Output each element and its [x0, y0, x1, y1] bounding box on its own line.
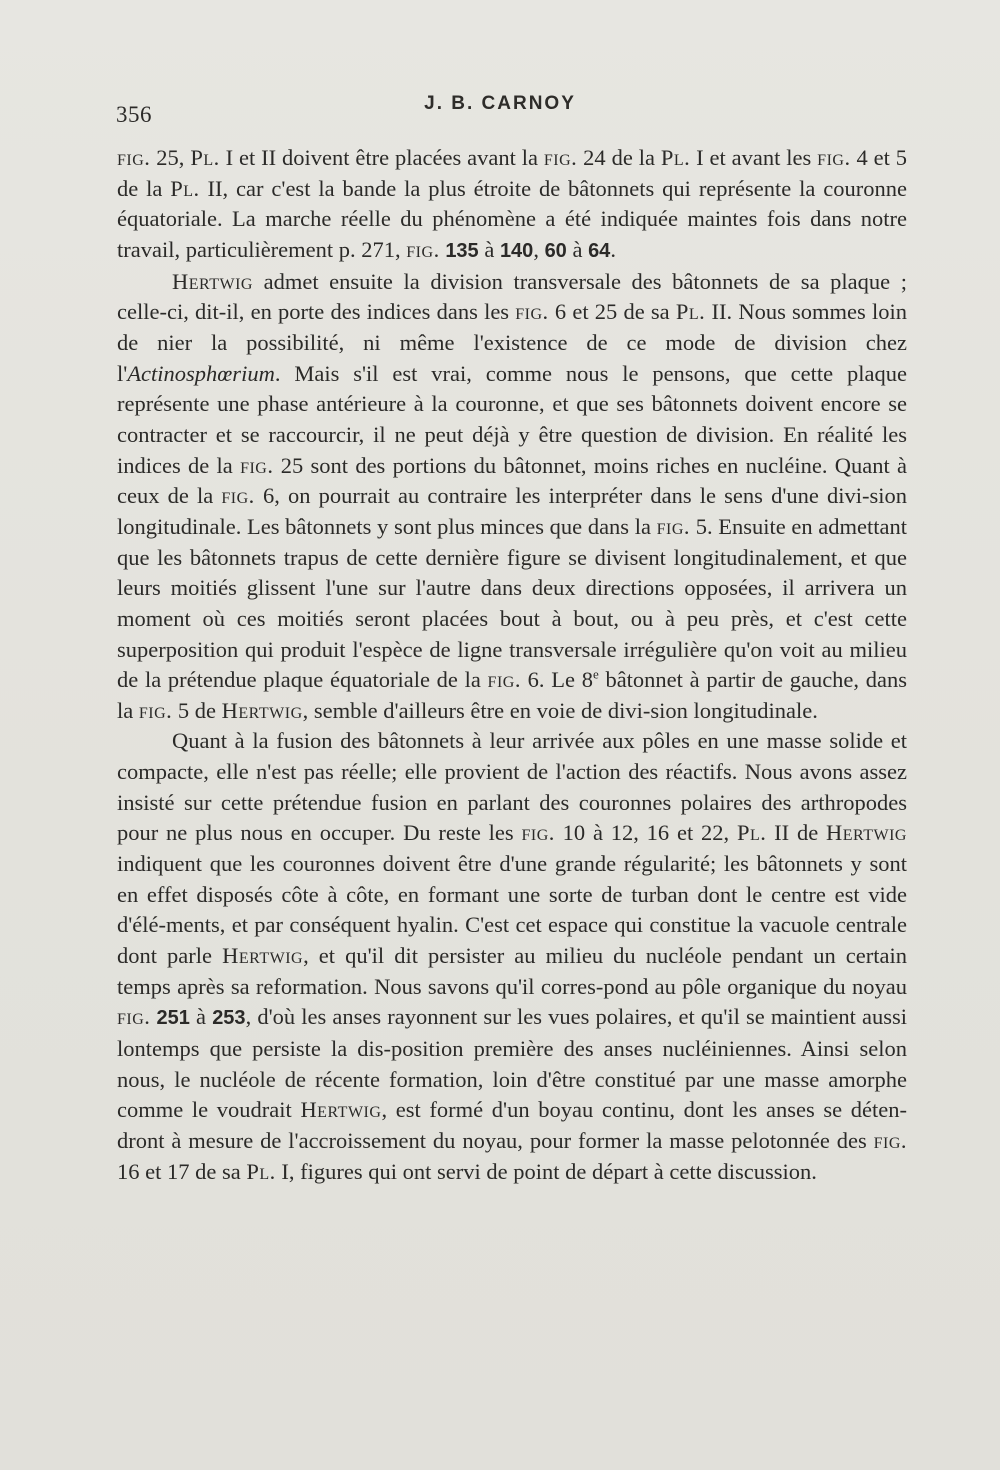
italic-run: Actinosphœrium [127, 360, 275, 386]
text-run: à [189, 1004, 213, 1030]
small-caps-run: fig. [873, 1128, 907, 1153]
text-run: , et qu'il dit persister au milieu du nucléole pendant un certain temps après sa reformation. Nous savons qu'il corres-pond au pôle organique du noyau [117, 943, 908, 999]
text-run: à [566, 236, 589, 262]
body-text [117, 143, 907, 1187]
bold-number: 135 [445, 239, 479, 262]
text-run: II de [766, 820, 826, 846]
paragraph-1 [117, 143, 907, 267]
superscript: e [592, 666, 599, 682]
text-run: II. Nous sommes loin de nier la possibilité, ni même l'existence de ce mode de division chez l' [117, 299, 907, 386]
small-caps-run: fig. [138, 697, 173, 723]
small-caps-run: fig. [240, 452, 274, 478]
text-run: 25 sont des portions du bâtonnet, moins riches en nucléine. Quant à ceux de la [117, 452, 907, 509]
text-run: 25, [150, 145, 191, 170]
text-run: , est formé d'un boyau continu, dont les anses se déten-dront à mesure de l'accroissement du noyau, pour former la masse pelotonnée des [117, 1097, 907, 1153]
small-caps-run: fig. [221, 483, 255, 509]
small-caps-run: Pl. [190, 145, 220, 170]
page-number: 356 [116, 102, 152, 127]
bold-number: 251 [156, 1007, 190, 1030]
text-run: , semble d'ailleurs être en voie de divi-sion longitudinale. [302, 697, 818, 723]
small-caps-run: fig. [515, 299, 549, 325]
text-run: indiquent que les couronnes doivent être d'une grande régularité; les bâtonnets y sont en effet disposés côte à côte, en formant une sorte de turban dont le centre est vide d'élé-ments, et par conséquent hyalin. C'est cet espace qui constitue la vacuole centrale dont parle [117, 851, 907, 969]
small-caps-run: Pl. [660, 145, 691, 170]
text-run: 5. Ensuite en admettant que les bâtonnets trapus de cette dernière figure se divisent longitudinalement, et que leurs moitiés glissent l'une sur l'autre dans deux directions opposées, il arrivera un moment où ces moitiés seront placées bout à bout, ou à peu près, et c'est cette superposition qui produit l'espèce de ligne transversale irrégulière qu'on voit au milieu de la prétendue plaque équatoriale de la [117, 513, 907, 693]
text-run: I et II doivent être placées avant la [219, 145, 544, 170]
paragraph-3 [117, 726, 907, 1187]
small-caps-run: fig. [117, 1004, 151, 1030]
text-run: 6. Le 8 [520, 667, 593, 693]
small-caps-run: Hertwig [221, 697, 303, 723]
text-run: 6 et 25 de sa [548, 299, 676, 325]
running-head [0, 88, 1000, 128]
text-run: II, car c'est la bande la plus étroite de bâtonnets qui représente la couronne équatoriale. La marche réelle du phénomène a été indiquée maintes fois dans notre travail, particulièrement p. 271, [117, 175, 907, 262]
small-caps-run: Pl. [736, 820, 767, 846]
bold-number: 140 [499, 239, 534, 262]
small-caps-run: fig. [117, 145, 151, 170]
text-run: , d'où les anses rayonnent sur les vues polaires, et qu'il se maintient aussi lontemps que persiste la dis-position première des anses nucléiniennes. Ainsi selon nous, le nucléole de récente formation, loin d'être constitué par une masse amorphe comme le voudrait [117, 1004, 908, 1123]
small-caps-run: Hertwig [826, 820, 907, 846]
small-caps-run: Pl. [246, 1158, 276, 1184]
small-caps-run: fig. [406, 236, 440, 262]
text-run: . Mais s'il est vrai, comme nous le pensons, que cette plaque représente une phase antérieure à la couronne, et que ses bâtonnets doivent encore se contracter et se raccourcir, il ne peut déjà y être question de division. En réalité les indices de la [117, 360, 907, 478]
running-title: J. B. CARNOY [424, 93, 576, 114]
text-run: 24 de la [577, 145, 661, 170]
small-caps-run: Pl. [675, 299, 706, 325]
text-run: 4 et 5 de la [117, 145, 907, 201]
small-caps-run: Hertwig [300, 1097, 382, 1123]
text-run: I, figures qui ont servi de point de départ à cette discussion. [275, 1158, 817, 1184]
small-caps-run: Hertwig [222, 943, 304, 969]
text-run: , [533, 236, 545, 262]
small-caps-run: Pl. [170, 175, 200, 201]
small-caps-run: fig. [817, 145, 851, 170]
bold-number: 60 [544, 239, 567, 262]
text-run: . [610, 236, 616, 262]
bold-number: 253 [212, 1007, 246, 1030]
small-caps-run: fig. [521, 820, 555, 846]
text-run: 6, on pourrait au contraire les interpréter dans le sens d'une divi-sion longitudinale. Les bâtonnets y sont plus minces que dans la [117, 483, 908, 539]
text-run: à [478, 236, 500, 262]
text-run: 16 et 17 de sa [117, 1158, 247, 1184]
text-run: 10 à 12, 16 et 22, [554, 820, 737, 846]
text-run: Quant à la fusion des bâtonnets à leur arrivée aux pôles en une masse solide et compacte, elle n'est pas réelle; elle provient de l'action des réactifs. Nous avons assez insisté sur cette prétendue fusion en parlant des couronnes polaires des arthropodes pour ne plus nous en occuper. Du reste les [117, 728, 907, 846]
small-caps-run: fig. [656, 513, 691, 539]
text-run: 5 de [172, 697, 222, 723]
small-caps-run: Hertwig [172, 268, 253, 294]
small-caps-run: fig. [543, 145, 578, 170]
text-run: admet ensuite la division transversale des bâtonnets de sa plaque ; celle-ci, dit-il, en porte des indices dans les [117, 268, 907, 325]
paragraph-2 [117, 267, 907, 727]
bold-number: 64 [588, 239, 611, 262]
text-run: I et avant les [690, 145, 818, 170]
small-caps-run: fig. [487, 667, 521, 693]
text-run: bâtonnet à partir de gauche, dans la [117, 667, 907, 723]
